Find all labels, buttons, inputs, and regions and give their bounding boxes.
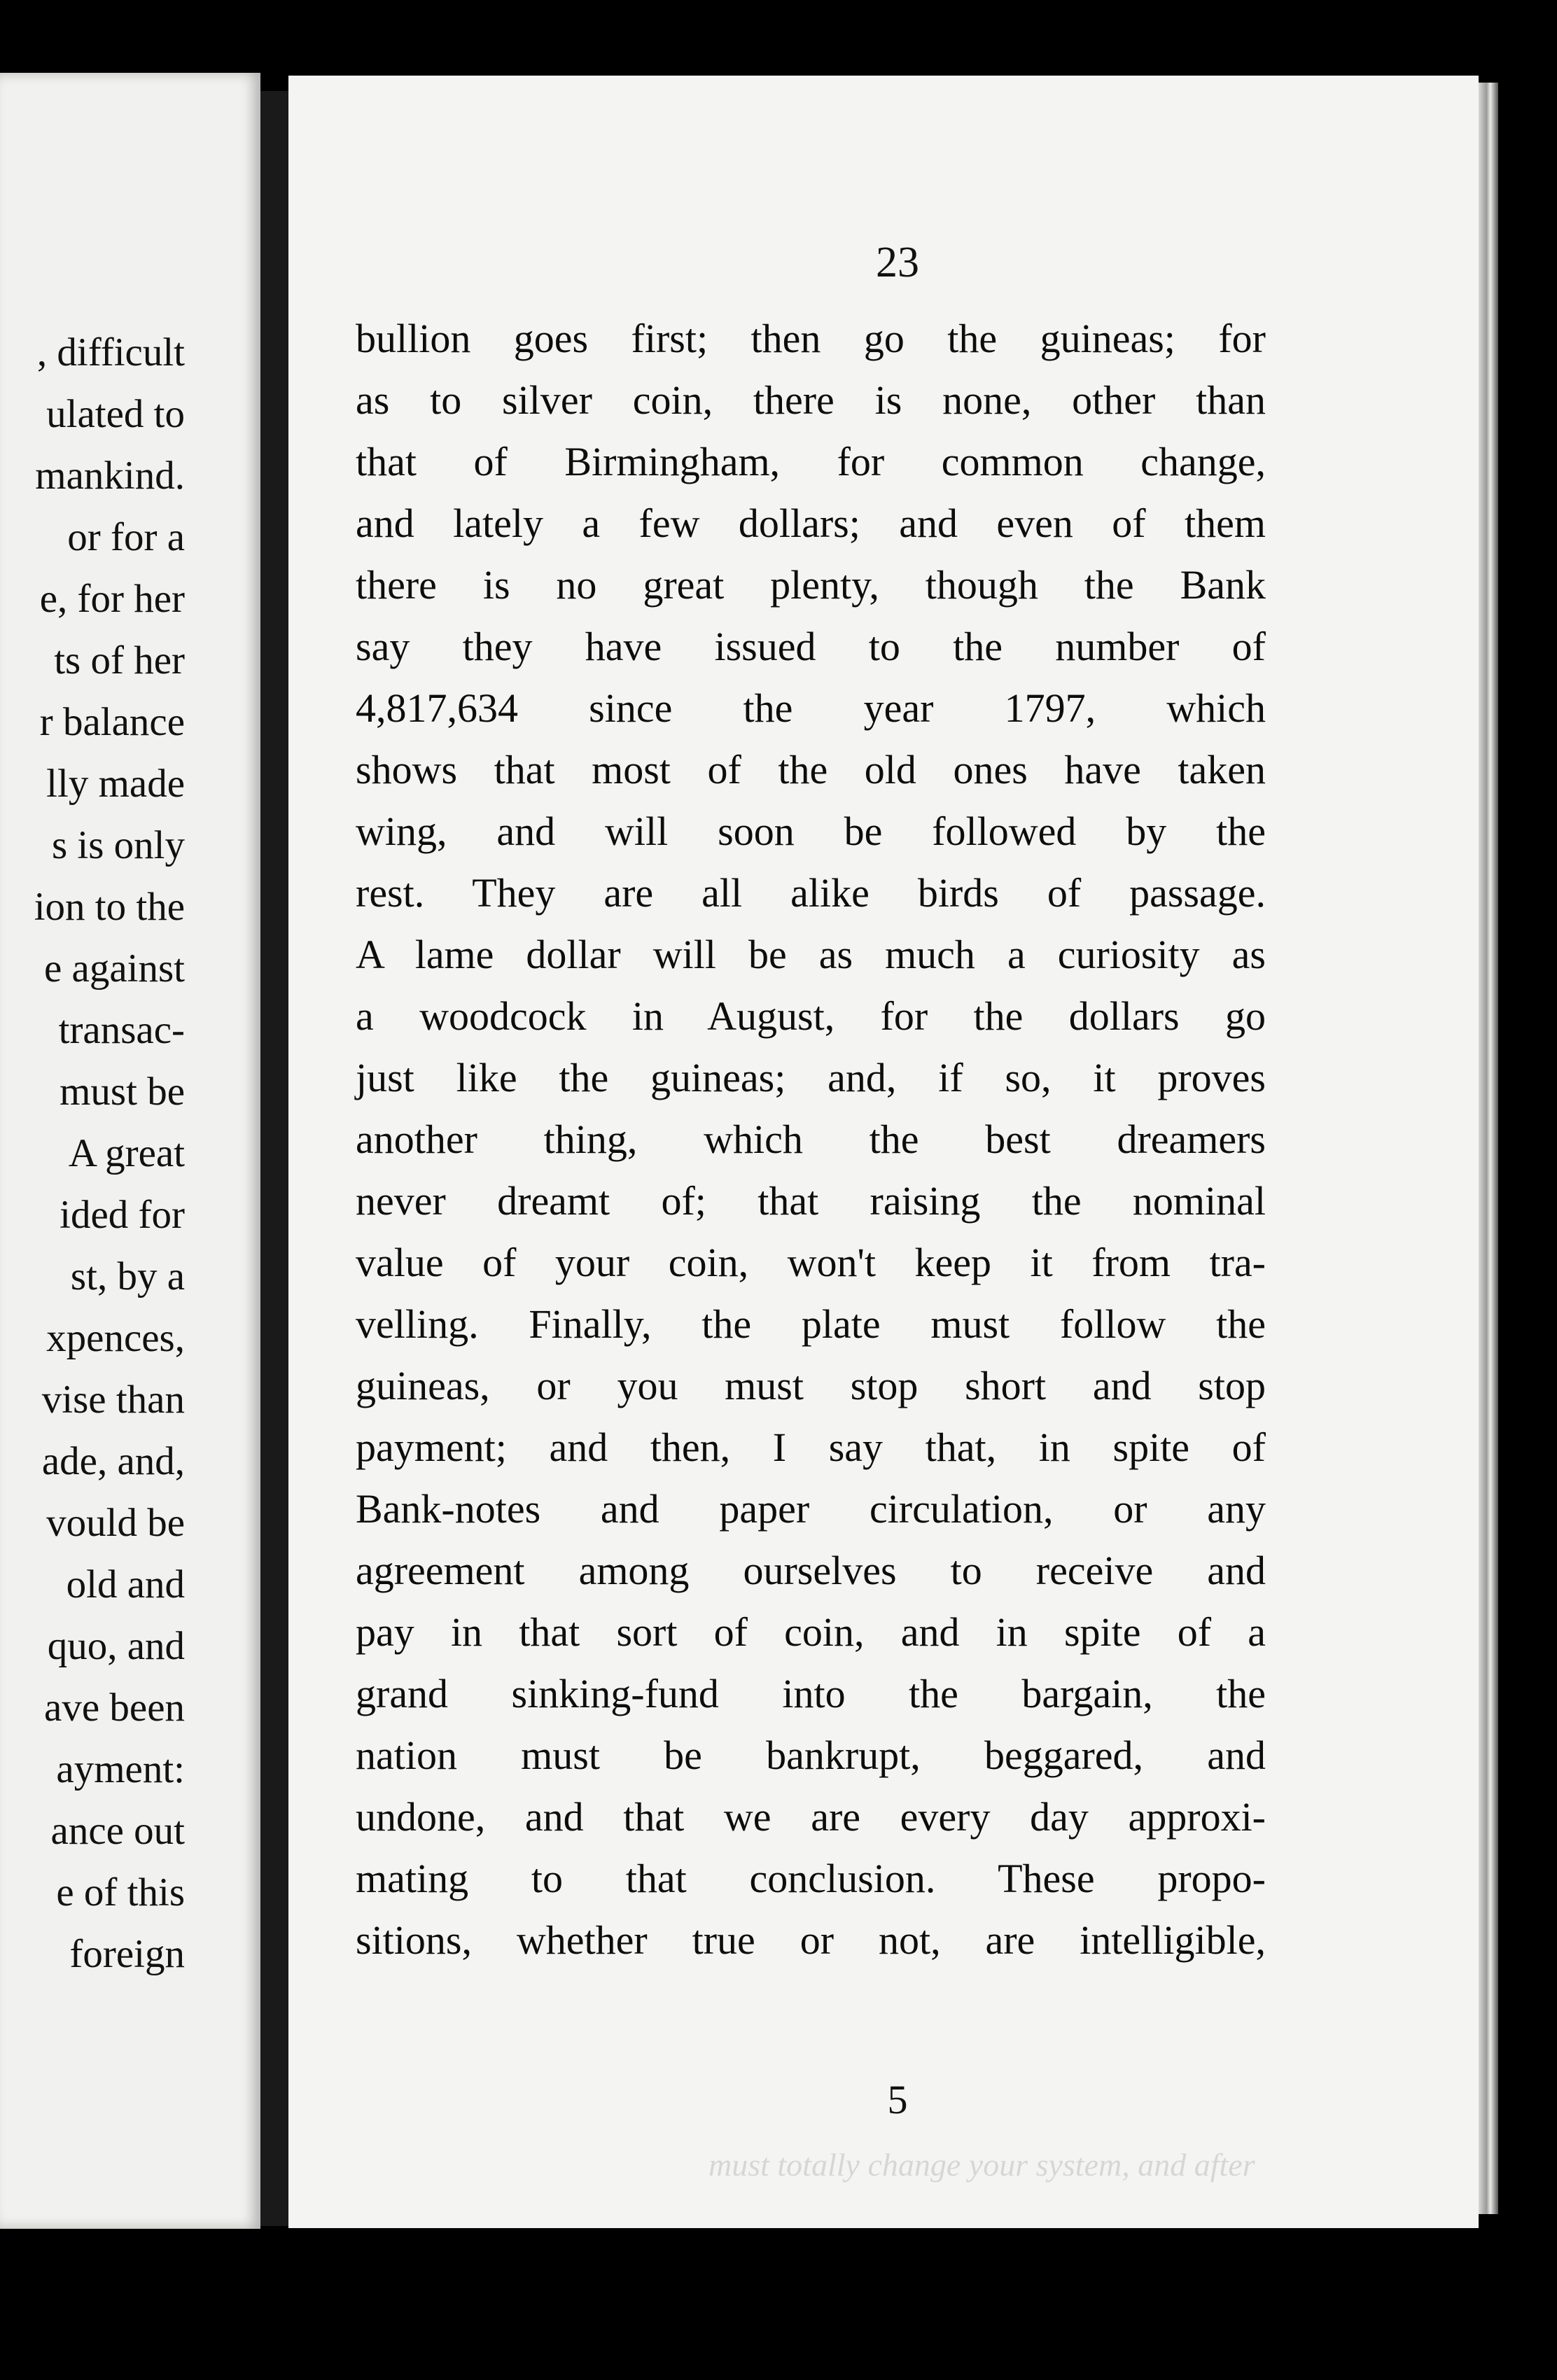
left-text-line: mankind.	[35, 454, 185, 498]
right-page-text	[356, 308, 1266, 1971]
show-through-text: must totally change your system, and after	[708, 2147, 1255, 2183]
signature-mark: 5	[887, 2077, 908, 2122]
left-text-line: foreign	[69, 1932, 185, 1976]
body-text-line: 4,817,634 since the year 1797, which	[356, 685, 1266, 731]
left-text-line: , difficult	[36, 330, 185, 374]
left-text-line: e, for her	[39, 577, 185, 621]
left-page-text	[0, 322, 185, 1985]
body-text-line: bullion goes first; then go the guineas; for	[356, 316, 1266, 361]
book-gutter	[260, 91, 288, 2226]
left-text-line: A great	[68, 1131, 185, 1175]
body-text-line: payment; and then, I say that, in spite of	[356, 1424, 1266, 1470]
left-text-line: xpences,	[46, 1316, 185, 1360]
page-block-edge	[1479, 83, 1498, 2214]
body-text-line: pay in that sort of coin, and in spite of a	[356, 1609, 1266, 1655]
left-text-line: ided for	[60, 1193, 185, 1237]
body-text-line: value of your coin, won't keep it from tra-	[356, 1240, 1266, 1285]
body-text-line: A lame dollar will be as much a curiosity as	[356, 932, 1266, 977]
left-text-line: old and	[66, 1562, 185, 1606]
body-text-line: that of Birmingham, for common change,	[356, 439, 1266, 484]
body-text-line: just like the guineas; and, if so, it proves	[356, 1055, 1266, 1100]
left-text-line: st, by a	[70, 1254, 185, 1298]
left-text-line: ion to the	[34, 885, 185, 929]
left-text-line: ave been	[44, 1686, 185, 1730]
left-text-line: or for a	[67, 515, 185, 559]
body-text-line: grand sinking-fund into the bargain, the	[356, 1671, 1266, 1716]
body-text-line: Bank-notes and paper circulation, or any	[356, 1486, 1266, 1532]
page-number: 23	[876, 239, 919, 286]
body-text-line: and lately a few dollars; and even of them	[356, 500, 1266, 546]
left-text-line: ts of her	[54, 638, 185, 682]
body-text-line: sitions, whether true or not, are intelligible,	[356, 1917, 1266, 1963]
left-text-line: e against	[43, 946, 185, 990]
left-text-line: vould be	[46, 1501, 185, 1545]
left-text-line: transac-	[58, 1008, 185, 1052]
body-text-line: mating to that conclusion. These propo-	[356, 1856, 1266, 1901]
left-text-line: lly made	[46, 762, 185, 806]
left-text-line: e of this	[56, 1870, 185, 1914]
left-text-line: ulated to	[46, 392, 185, 436]
left-text-line: quo, and	[47, 1624, 185, 1668]
left-text-line: ade, and,	[41, 1439, 185, 1483]
body-text-line: say they have issued to the number of	[356, 624, 1266, 669]
left-text-line: vise than	[41, 1378, 185, 1422]
body-text-line: shows that most of the old ones have taken	[356, 747, 1266, 792]
body-text-line: velling. Finally, the plate must follow the	[356, 1301, 1266, 1347]
left-page	[0, 73, 260, 2229]
left-text-line: ayment:	[56, 1747, 185, 1791]
body-text-line: wing, and will soon be followed by the	[356, 808, 1266, 854]
right-page	[288, 76, 1479, 2228]
body-text-line: never dreamt of; that raising the nominal	[356, 1178, 1266, 1224]
body-text-line: there is no great plenty, though the Bank	[356, 562, 1266, 608]
body-text-line: another thing, which the best dreamers	[356, 1116, 1266, 1162]
body-text-line: a woodcock in August, for the dollars go	[356, 993, 1266, 1039]
body-text-line: undone, and that we are every day approxi-	[356, 1794, 1266, 1840]
left-text-line: ance out	[50, 1809, 185, 1853]
body-text-line: nation must be bankrupt, beggared, and	[356, 1732, 1266, 1778]
body-text-line: as to silver coin, there is none, other than	[356, 377, 1266, 423]
left-text-line: s is only	[51, 823, 185, 867]
body-text-line: agreement among ourselves to receive and	[356, 1548, 1266, 1593]
body-text-line: rest. They are all alike birds of passage.	[356, 870, 1266, 916]
left-text-line: must be	[60, 1070, 185, 1114]
left-text-line: r balance	[39, 700, 185, 744]
body-text-line: guineas, or you must stop short and stop	[356, 1363, 1266, 1408]
